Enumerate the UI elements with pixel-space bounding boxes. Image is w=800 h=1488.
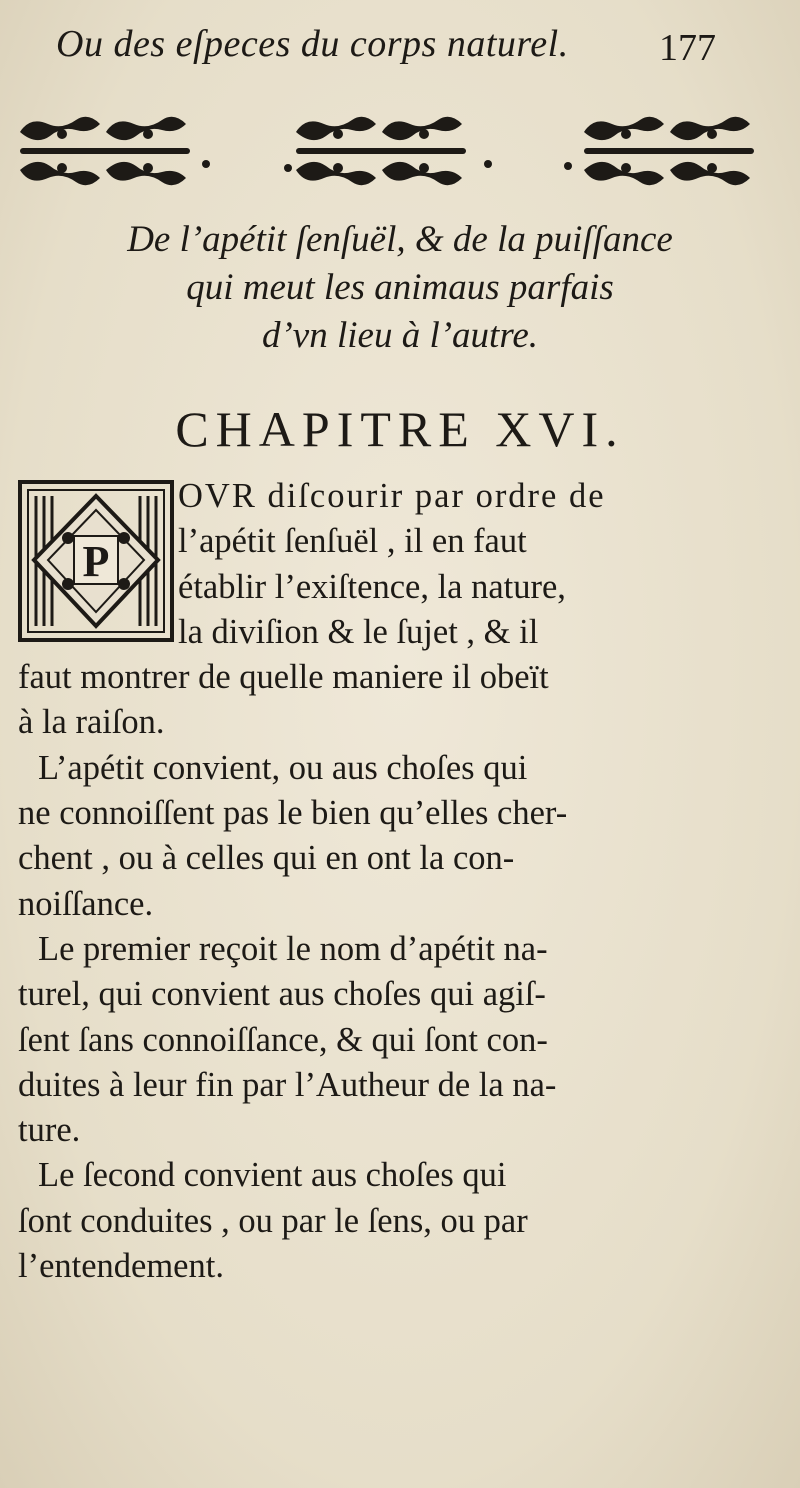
text-line: ſent ſans connoiſſance, & qui ſont con- [18, 1020, 548, 1059]
text-line: l’apétit ſenſuël , il en faut [178, 522, 527, 561]
text-line: chent , ou à celles qui en ont la con- [18, 839, 515, 878]
text-line: ne connoiſſent pas le bien qu’elles cher- [18, 794, 568, 833]
text-line: duites à leur fin par l’Autheur de la na- [18, 1065, 557, 1104]
dropcap-letter: P [82, 537, 110, 586]
ornament-group-right [548, 112, 788, 190]
body-text [18, 474, 678, 1289]
text-line: l’entendement. [18, 1247, 224, 1286]
heading-line: qui meut les animaus parfais [186, 267, 614, 308]
heading-line: De l’apétit ſenſuël, & de la puiſſance [127, 219, 673, 260]
text-line: établir l’exiſtence, la nature, [178, 567, 566, 606]
ornament-group-center [282, 112, 522, 190]
ornament-group-left [16, 112, 256, 190]
text-line: Le ſecond convient aus choſes qui [38, 1156, 507, 1195]
text-line: faut montrer de quelle maniere il obeït [18, 658, 549, 697]
paragraph [178, 474, 678, 655]
chapter-heading [20, 216, 780, 360]
text-line: Le premier reçoit le nom d’apétit na- [38, 929, 548, 968]
chapter-title: CHAPITRE XVI. [175, 401, 625, 457]
text-line: L’apétit convient, ou aus choſes qui [38, 748, 528, 787]
ornamental-headpiece-icon [16, 112, 788, 190]
page-number: 177 [659, 27, 716, 69]
text-line: OVR diſcourir par ordre de [178, 477, 606, 515]
page-header [56, 22, 756, 78]
text-line: ſont conduites , ou par le ſens, ou par [18, 1201, 528, 1240]
heading-line: d’vn lieu à l’autre. [261, 315, 539, 356]
text-line: turel, qui convient aus choſes qui agiſ- [18, 975, 546, 1014]
text-line: noiſſance. [18, 884, 154, 923]
text-line: à la raiſon. [18, 703, 165, 742]
running-title: Ou des eſpeces du corps naturel. [56, 23, 569, 65]
text-line: ture. [18, 1111, 81, 1150]
text-line: la diviſion & le ſujet , & il [178, 612, 539, 651]
